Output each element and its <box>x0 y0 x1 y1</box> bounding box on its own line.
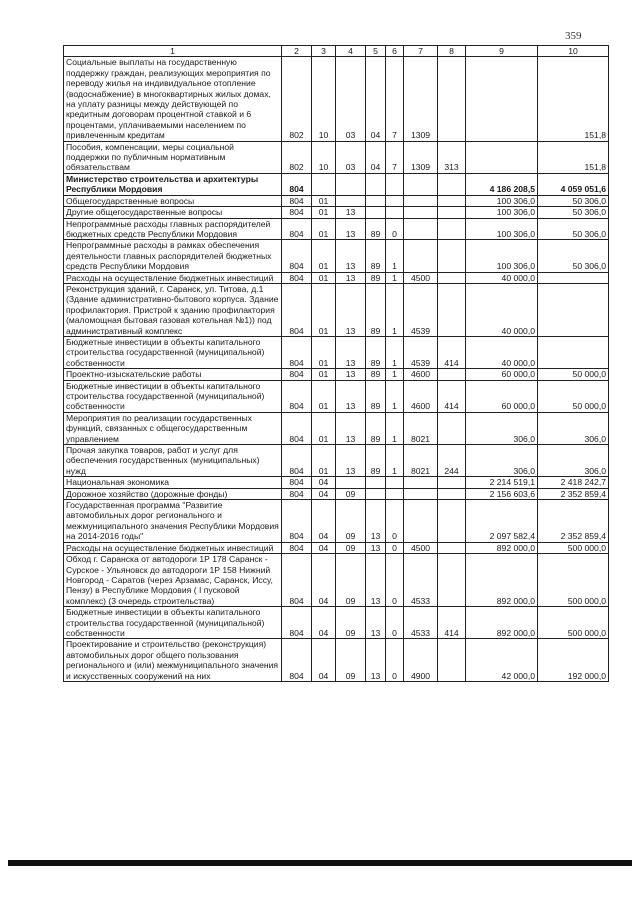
target-item-cell: 8021 <box>404 412 438 444</box>
subprogram-cell: 1 <box>386 445 404 477</box>
column-header: 8 <box>438 46 466 57</box>
ministry-code-cell: 804 <box>282 639 312 682</box>
subprogram-cell: 7 <box>386 141 404 173</box>
amount-year2-cell: 50 306,0 <box>538 207 609 218</box>
subprogram-cell <box>386 207 404 218</box>
program-cell: 89 <box>366 283 386 336</box>
subprogram-cell: 0 <box>386 607 404 639</box>
target-item-cell <box>404 477 438 488</box>
program-cell: 89 <box>366 272 386 283</box>
section-cell: 01 <box>312 207 336 218</box>
amount-year2-cell: 500 000,0 <box>538 607 609 639</box>
section-cell: 04 <box>312 500 336 543</box>
amount-year1-cell: 306,0 <box>466 412 538 444</box>
table-row <box>64 218 609 240</box>
column-header: 1 <box>64 46 282 57</box>
target-item-cell <box>404 173 438 195</box>
target-item-cell: 4539 <box>404 336 438 368</box>
amount-year1-cell: 60 000,0 <box>466 369 538 380</box>
amount-year2-cell: 50 000,0 <box>538 380 609 412</box>
column-header: 7 <box>404 46 438 57</box>
section-cell: 04 <box>312 554 336 607</box>
table-header-row <box>64 46 609 57</box>
ministry-code-cell: 804 <box>282 542 312 553</box>
ministry-code-cell: 804 <box>282 500 312 543</box>
target-item-cell <box>404 207 438 218</box>
program-cell <box>366 195 386 206</box>
subprogram-cell: 1 <box>386 380 404 412</box>
table-row <box>64 500 609 543</box>
subsection-cell: 09 <box>336 639 366 682</box>
subsection-cell: 09 <box>336 554 366 607</box>
subsection-cell <box>336 477 366 488</box>
row-name-cell: Расходы на осуществление бюджетных инвестиций <box>64 272 282 283</box>
amount-year2-cell: 50 306,0 <box>538 240 609 272</box>
amount-year2-cell: 306,0 <box>538 445 609 477</box>
program-cell: 89 <box>366 412 386 444</box>
row-name-cell: Дорожное хозяйство (дорожные фонды) <box>64 488 282 499</box>
program-cell <box>366 477 386 488</box>
amount-year2-cell: 151,8 <box>538 141 609 173</box>
subprogram-cell: 1 <box>386 369 404 380</box>
row-name-cell: Министерство строительства и архитектуры Республики Мордовия <box>64 173 282 195</box>
expense-type-cell: 414 <box>438 380 466 412</box>
subprogram-cell: 1 <box>386 283 404 336</box>
amount-year2-cell: 50 306,0 <box>538 218 609 240</box>
subsection-cell: 09 <box>336 542 366 553</box>
program-cell <box>366 207 386 218</box>
section-cell <box>312 173 336 195</box>
section-cell: 01 <box>312 336 336 368</box>
row-name-cell: Непрограммные расходы в рамках обеспечения деятельности главных распорядителей бюджетных средств Республики Мордовия <box>64 240 282 272</box>
expense-type-cell: 313 <box>438 141 466 173</box>
amount-year1-cell: 100 306,0 <box>466 240 538 272</box>
row-name-cell: Расходы на осуществление бюджетных инвестиций <box>64 542 282 553</box>
amount-year1-cell: 892 000,0 <box>466 607 538 639</box>
table-row <box>64 195 609 206</box>
amount-year1-cell: 40 000,0 <box>466 283 538 336</box>
table-row <box>64 380 609 412</box>
row-name-cell: Бюджетные инвестиции в объекты капитального строительства государственной (муниципальной) собственности <box>64 336 282 368</box>
subprogram-cell <box>386 477 404 488</box>
ministry-code-cell: 804 <box>282 412 312 444</box>
program-cell: 13 <box>366 639 386 682</box>
target-item-cell <box>404 488 438 499</box>
subsection-cell: 09 <box>336 500 366 543</box>
table-row <box>64 445 609 477</box>
amount-year2-cell <box>538 336 609 368</box>
program-cell: 13 <box>366 607 386 639</box>
expense-type-cell <box>438 283 466 336</box>
row-name-cell: Обход г. Саранска от автодороги 1Р 178 Саранск - Сурское - Ульяновск до автодороги 1Р 158 Нижний Новгород - Саратов (через Арзамас, Саранск, Иссу, Пензу) в Республике Мордовия ( I пусковой комплекс) (3 очередь строительства) <box>64 554 282 607</box>
subsection-cell: 13 <box>336 283 366 336</box>
ministry-code-cell: 802 <box>282 141 312 173</box>
row-name-cell: Реконструкция зданий, г. Саранск, ул. Титова, д.1 (Здание административно-бытового корпуса. Здание профилактория. Пристрой к зданию профилактория (маломощная бытовая газовая котельная №1)) под административный комплекс <box>64 283 282 336</box>
amount-year1-cell: 892 000,0 <box>466 554 538 607</box>
subprogram-cell: 1 <box>386 336 404 368</box>
program-cell: 04 <box>366 141 386 173</box>
amount-year2-cell: 2 352 859,4 <box>538 488 609 499</box>
section-cell: 01 <box>312 272 336 283</box>
expense-type-cell: 244 <box>438 445 466 477</box>
row-name-cell: Бюджетные инвестиции в объекты капитального строительства государственной (муниципальной) собственности <box>64 380 282 412</box>
ministry-code-cell: 804 <box>282 477 312 488</box>
page-number: 359 <box>565 30 582 42</box>
expense-type-cell <box>438 554 466 607</box>
amount-year2-cell <box>538 272 609 283</box>
target-item-cell: 4600 <box>404 369 438 380</box>
subsection-cell: 13 <box>336 207 366 218</box>
section-cell: 01 <box>312 283 336 336</box>
target-item-cell: 4500 <box>404 272 438 283</box>
subsection-cell <box>336 173 366 195</box>
target-item-cell: 8021 <box>404 445 438 477</box>
subsection-cell: 13 <box>336 369 366 380</box>
expense-type-cell <box>438 195 466 206</box>
row-name-cell: Прочая закупка товаров, работ и услуг для обеспечения государственных (муниципальных) нужд <box>64 445 282 477</box>
program-cell: 13 <box>366 554 386 607</box>
amount-year1-cell: 40 000,0 <box>466 336 538 368</box>
target-item-cell <box>404 500 438 543</box>
subsection-cell: 13 <box>336 445 366 477</box>
target-item-cell <box>404 218 438 240</box>
ministry-code-cell: 804 <box>282 272 312 283</box>
row-name-cell: Проектно-изыскательские работы <box>64 369 282 380</box>
ministry-code-cell: 804 <box>282 554 312 607</box>
section-cell: 10 <box>312 141 336 173</box>
subsection-cell: 09 <box>336 488 366 499</box>
program-cell: 89 <box>366 445 386 477</box>
column-header: 3 <box>312 46 336 57</box>
section-cell: 01 <box>312 445 336 477</box>
ministry-code-cell: 802 <box>282 57 312 141</box>
ministry-code-cell: 804 <box>282 240 312 272</box>
target-item-cell: 4533 <box>404 554 438 607</box>
amount-year2-cell: 500 000,0 <box>538 542 609 553</box>
section-cell: 01 <box>312 240 336 272</box>
subsection-cell: 09 <box>336 607 366 639</box>
amount-year1-cell: 4 186 208,5 <box>466 173 538 195</box>
program-cell: 89 <box>366 380 386 412</box>
target-item-cell <box>404 240 438 272</box>
ministry-code-cell: 804 <box>282 607 312 639</box>
subsection-cell: 03 <box>336 57 366 141</box>
amount-year1-cell: 100 306,0 <box>466 207 538 218</box>
amount-year1-cell: 100 306,0 <box>466 218 538 240</box>
table-row <box>64 554 609 607</box>
table-row <box>64 369 609 380</box>
ministry-code-cell: 804 <box>282 488 312 499</box>
table-row <box>64 542 609 553</box>
amount-year2-cell: 2 352 859,4 <box>538 500 609 543</box>
expense-type-cell <box>438 218 466 240</box>
row-name-cell: Непрограммные расходы главных распорядителей бюджетных средств Республики Мордовия <box>64 218 282 240</box>
table-row <box>64 607 609 639</box>
expense-type-cell: 414 <box>438 607 466 639</box>
ministry-code-cell: 804 <box>282 369 312 380</box>
target-item-cell: 4600 <box>404 380 438 412</box>
program-cell: 89 <box>366 240 386 272</box>
amount-year1-cell: 100 306,0 <box>466 195 538 206</box>
amount-year2-cell <box>538 283 609 336</box>
ministry-code-cell: 804 <box>282 207 312 218</box>
program-cell: 13 <box>366 500 386 543</box>
target-item-cell: 4500 <box>404 542 438 553</box>
subsection-cell: 13 <box>336 218 366 240</box>
ministry-code-cell: 804 <box>282 380 312 412</box>
amount-year1-cell: 892 000,0 <box>466 542 538 553</box>
subprogram-cell <box>386 195 404 206</box>
expense-type-cell <box>438 488 466 499</box>
row-name-cell: Проектирование и строительство (реконструкция) автомобильных дорог общего пользования регионального и (или) межмуниципального значения и искусственных сооружений на них <box>64 639 282 682</box>
amount-year1-cell <box>466 141 538 173</box>
expense-type-cell <box>438 369 466 380</box>
table-row <box>64 477 609 488</box>
table-row <box>64 336 609 368</box>
target-item-cell: 4533 <box>404 607 438 639</box>
amount-year1-cell: 2 214 519,1 <box>466 477 538 488</box>
section-cell: 04 <box>312 607 336 639</box>
section-cell: 01 <box>312 412 336 444</box>
row-name-cell: Бюджетные инвестиции в объекты капитального строительства государственной (муниципальной) собственности <box>64 607 282 639</box>
amount-year1-cell: 42 000,0 <box>466 639 538 682</box>
program-cell: 89 <box>366 336 386 368</box>
target-item-cell: 1309 <box>404 57 438 141</box>
program-cell <box>366 173 386 195</box>
subsection-cell: 13 <box>336 412 366 444</box>
expense-type-cell <box>438 500 466 543</box>
section-cell: 01 <box>312 195 336 206</box>
section-cell: 04 <box>312 542 336 553</box>
amount-year1-cell: 2 156 603,6 <box>466 488 538 499</box>
expense-type-cell <box>438 542 466 553</box>
target-item-cell: 1309 <box>404 141 438 173</box>
table-row <box>64 57 609 141</box>
section-cell: 04 <box>312 639 336 682</box>
expense-type-cell <box>438 477 466 488</box>
amount-year1-cell <box>466 57 538 141</box>
table-row <box>64 488 609 499</box>
target-item-cell: 4539 <box>404 283 438 336</box>
scan-border-band <box>8 860 632 866</box>
subprogram-cell: 0 <box>386 542 404 553</box>
ministry-code-cell: 804 <box>282 445 312 477</box>
target-item-cell: 4900 <box>404 639 438 682</box>
table-row <box>64 240 609 272</box>
expense-type-cell <box>438 240 466 272</box>
subprogram-cell: 1 <box>386 412 404 444</box>
expense-type-cell <box>438 272 466 283</box>
row-name-cell: Мероприятия по реализации государственных функций, связанных с общегосударственным управлением <box>64 412 282 444</box>
amount-year2-cell: 4 059 051,6 <box>538 173 609 195</box>
subprogram-cell: 0 <box>386 500 404 543</box>
table-row <box>64 639 609 682</box>
table-row <box>64 207 609 218</box>
expense-type-cell <box>438 207 466 218</box>
table-row <box>64 173 609 195</box>
subsection-cell: 13 <box>336 336 366 368</box>
row-name-cell: Другие общегосударственные вопросы <box>64 207 282 218</box>
amount-year2-cell: 192 000,0 <box>538 639 609 682</box>
budget-table <box>63 45 609 682</box>
section-cell: 04 <box>312 477 336 488</box>
subsection-cell: 13 <box>336 380 366 412</box>
amount-year2-cell: 306,0 <box>538 412 609 444</box>
subsection-cell: 13 <box>336 272 366 283</box>
column-header: 10 <box>538 46 609 57</box>
program-cell: 13 <box>366 542 386 553</box>
subprogram-cell: 0 <box>386 554 404 607</box>
table-row <box>64 412 609 444</box>
table-row <box>64 141 609 173</box>
section-cell: 04 <box>312 488 336 499</box>
program-cell: 04 <box>366 57 386 141</box>
ministry-code-cell: 804 <box>282 283 312 336</box>
section-cell: 01 <box>312 218 336 240</box>
amount-year2-cell: 50 000,0 <box>538 369 609 380</box>
table-row <box>64 283 609 336</box>
subsection-cell <box>336 195 366 206</box>
amount-year2-cell: 151,8 <box>538 57 609 141</box>
subprogram-cell <box>386 173 404 195</box>
ministry-code-cell: 804 <box>282 173 312 195</box>
expense-type-cell <box>438 173 466 195</box>
program-cell <box>366 488 386 499</box>
row-name-cell: Общегосударственные вопросы <box>64 195 282 206</box>
ministry-code-cell: 804 <box>282 336 312 368</box>
expense-type-cell: 414 <box>438 336 466 368</box>
amount-year2-cell: 50 306,0 <box>538 195 609 206</box>
column-header: 5 <box>366 46 386 57</box>
subprogram-cell: 0 <box>386 639 404 682</box>
program-cell: 89 <box>366 218 386 240</box>
row-name-cell: Государственная программа "Развитие автомобильных дорог регионального и межмуниципального значения Республики Мордовия на 2014-2016 годы" <box>64 500 282 543</box>
column-header: 6 <box>386 46 404 57</box>
subprogram-cell: 1 <box>386 240 404 272</box>
column-header: 9 <box>466 46 538 57</box>
subprogram-cell: 0 <box>386 218 404 240</box>
column-header: 4 <box>336 46 366 57</box>
subprogram-cell <box>386 488 404 499</box>
subprogram-cell: 7 <box>386 57 404 141</box>
section-cell: 01 <box>312 369 336 380</box>
table-row <box>64 272 609 283</box>
row-name-cell: Пособия, компенсации, меры социальной поддержки по публичным нормативным обязательствам <box>64 141 282 173</box>
ministry-code-cell: 804 <box>282 195 312 206</box>
amount-year1-cell: 60 000,0 <box>466 380 538 412</box>
target-item-cell <box>404 195 438 206</box>
amount-year1-cell: 40 000,0 <box>466 272 538 283</box>
amount-year2-cell: 2 418 242,7 <box>538 477 609 488</box>
column-header: 2 <box>282 46 312 57</box>
amount-year2-cell: 500 000,0 <box>538 554 609 607</box>
row-name-cell: Социальные выплаты на государственную поддержку граждан, реализующих мероприятия по переводу жилья на индивидуальное отопление (водоснабжение) в многоквартирных жилых домах, на уплату разницы между действующей по кредитным договорам процентной ставкой и 6 процентами, уплачиваемыми населением по привлеченным кредитам <box>64 57 282 141</box>
ministry-code-cell: 804 <box>282 218 312 240</box>
row-name-cell: Национальная экономика <box>64 477 282 488</box>
subsection-cell: 03 <box>336 141 366 173</box>
expense-type-cell <box>438 57 466 141</box>
expense-type-cell <box>438 412 466 444</box>
amount-year1-cell: 306,0 <box>466 445 538 477</box>
program-cell: 89 <box>366 369 386 380</box>
amount-year1-cell: 2 097 582,4 <box>466 500 538 543</box>
expense-type-cell <box>438 639 466 682</box>
subprogram-cell: 1 <box>386 272 404 283</box>
section-cell: 10 <box>312 57 336 141</box>
subsection-cell: 13 <box>336 240 366 272</box>
section-cell: 01 <box>312 380 336 412</box>
